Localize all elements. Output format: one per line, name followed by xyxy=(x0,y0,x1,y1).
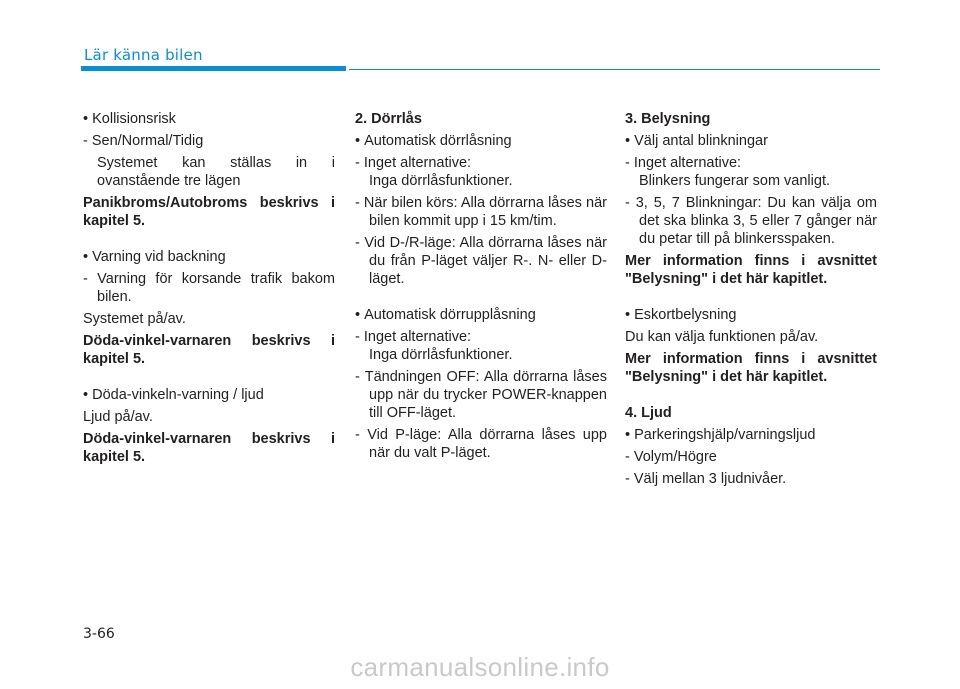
heading-door-lock: 2. Dörrlås xyxy=(355,111,422,127)
bullet-parking-sound: • Parkeringshjälp/varningsljud xyxy=(625,426,877,444)
option-unlock-none-desc: Inga dörrlåsfunktioner. xyxy=(369,347,513,363)
option-lock-driving: - När bilen körs: Alla dörrarna låses när bilen kommit upp i 15 km/tim. xyxy=(355,195,607,229)
option-unlock-none: - Inget alternative: xyxy=(355,329,472,345)
option-blink-none-desc: Blinkers fungerar som vanligt. xyxy=(639,173,830,189)
state-escort-onoff: Du kan välja funktionen på/av. xyxy=(625,329,819,345)
state-system-onoff: Systemet på/av. xyxy=(83,311,186,327)
column-2 xyxy=(355,110,607,466)
option-blink-357: - 3, 5, 7 Blinkningar: Du kan välja om det ska blinka 3, 5 eller 7 gånger när du petar till på blinkersspaken. xyxy=(625,195,877,247)
state-sound-onoff: Ljud på/av. xyxy=(83,409,153,425)
bullet-escort-lighting: • Eskortbelysning xyxy=(625,306,877,324)
option-sound-levels: - Välj mellan 3 ljudnivåer. xyxy=(625,471,787,487)
option-volume: - Volym/Högre xyxy=(625,449,717,465)
note-lighting-2: Mer information finns i avsnittet "Belysning" i det här kapitlet. xyxy=(625,351,877,385)
bullet-reverse-warning: • Varning vid backning xyxy=(83,248,335,266)
note-panic-brake: Panikbroms/Autobroms beskrivs i kapitel 5. xyxy=(83,195,335,229)
option-unlock-ignition-off: - Tändningen OFF: Alla dörrarna låses upp när du trycker POWER-knappen till OFF-läget. xyxy=(355,369,607,421)
column-3 xyxy=(625,110,877,492)
header-rule-thick xyxy=(81,66,346,71)
bullet-auto-lock: • Automatisk dörrlåsning xyxy=(355,132,607,150)
bullet-blind-spot-sound: • Döda-vinkeln-varning / ljud xyxy=(83,386,335,404)
bullet-collision-risk: • Kollisionsrisk xyxy=(83,110,335,128)
note-lighting-1: Mer information finns i avsnittet "Belysning" i det här kapitlet. xyxy=(625,253,877,287)
option-timing: - Sen/Normal/Tidig xyxy=(83,133,204,149)
note-blind-spot-1: Döda-vinkel-varnaren beskrivs i kapitel 5. xyxy=(83,333,335,367)
option-timing-desc: Systemet kan ställas in i ovanstående tre lägen xyxy=(97,155,335,189)
option-lock-dr: - Vid D-/R-läge: Alla dörrarna låses när du från P-läget väljer R-. N- eller D-läget. xyxy=(355,235,607,287)
bullet-blink-count: • Välj antal blinkningar xyxy=(625,132,877,150)
section-title: Lär känna bilen xyxy=(84,46,203,64)
option-rear-cross-traffic: - Varning för korsande trafik bakom bilen. xyxy=(83,271,335,305)
heading-lighting: 3. Belysning xyxy=(625,111,711,127)
bullet-auto-unlock: • Automatisk dörrupplåsning xyxy=(355,306,607,324)
note-blind-spot-2: Döda-vinkel-varnaren beskrivs i kapitel 5. xyxy=(83,431,335,465)
watermark-text: carmanualsonline.info xyxy=(350,652,610,682)
option-lock-none: - Inget alternative: xyxy=(355,155,472,171)
header-rule-thin xyxy=(349,69,880,70)
option-lock-none-desc: Inga dörrlåsfunktioner. xyxy=(369,173,513,189)
page-number: 3-66 xyxy=(83,626,115,642)
option-unlock-p: - Vid P-läge: Alla dörrarna låses upp när du valt P-läget. xyxy=(355,427,607,461)
option-blink-none: - Inget alternative: xyxy=(625,155,742,171)
column-1 xyxy=(83,110,335,470)
heading-sound: 4. Ljud xyxy=(625,405,672,421)
